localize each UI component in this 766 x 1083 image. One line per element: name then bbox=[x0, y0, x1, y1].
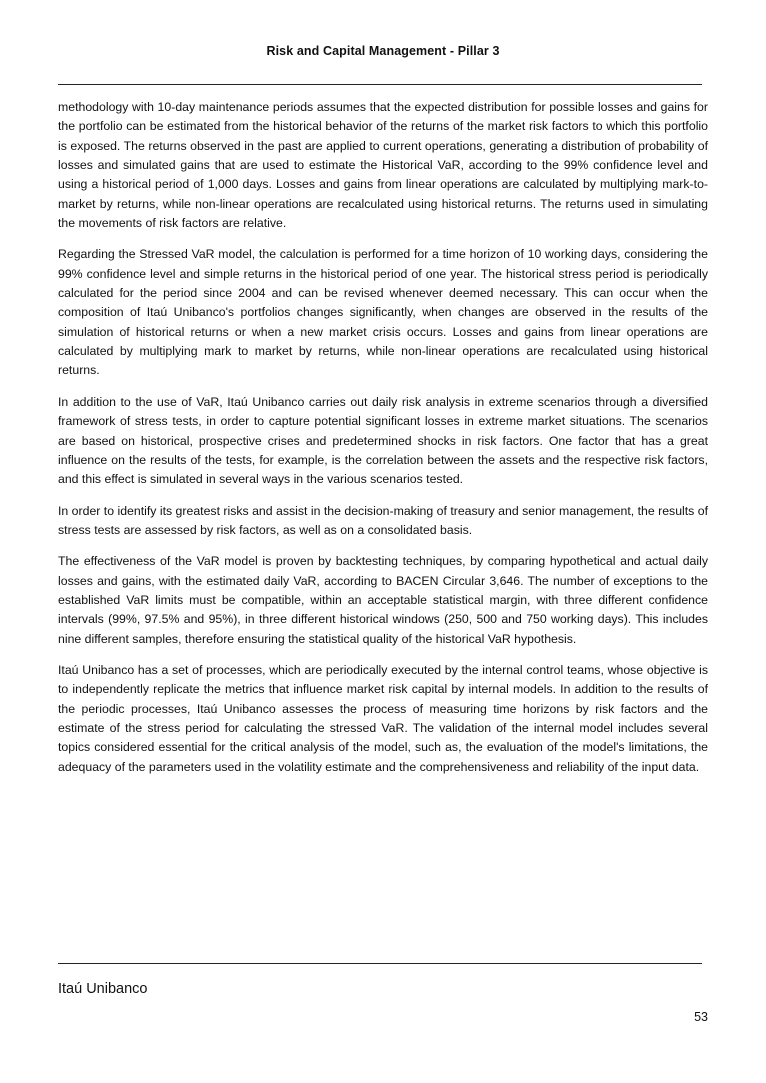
page-number: 53 bbox=[694, 1010, 708, 1024]
page-header-title: Risk and Capital Management - Pillar 3 bbox=[266, 44, 500, 58]
footer-divider bbox=[58, 963, 702, 964]
paragraph-risk-identification: In order to identify its greatest risks and assist in the decision-making of treasury and senior management, the results of stress tests are assessed by risk factors, as well as on a consolidated basis. bbox=[58, 503, 709, 537]
header-divider bbox=[58, 84, 702, 85]
document-body bbox=[58, 98, 708, 789]
paragraph-stress-tests: In addition to the use of VaR, Itaú Unibanco carries out daily risk analysis in extreme scenarios through a diversified framework of stress tests, in order to capture potential significant losses in extreme market situations. The scenarios are based on historical, prospective crises and predetermined shocks in risk factors. One factor that has a great influence on the results of the tests, for example, is the correlation between the assets and the respective risk factors, and this effect is simulated in several ways in the various scenarios tested. bbox=[58, 394, 708, 487]
paragraph-backtesting: The effectiveness of the VaR model is proven by backtesting techniques, by comparing hypothetical and actual daily losses and gains, with the estimated daily VaR, according to BACEN Circular 3,646. The number of exceptions to the established VaR limits must be compatible, within an acceptable statistical margin, with three different confidence intervals (99%, 97.5% and 95%), in three different historical windows (250, 500 and 750 working days). This includes nine different samples, therefore ensuring the statistical quality of the historical VaR hypothesis. bbox=[58, 554, 708, 646]
paragraph-model-validation: Itaú Unibanco has a set of processes, which are periodically executed by the internal control teams, whose objective is to independently replicate the metrics that influence market risk capital by internal models. In addition to the results of the periodic processes, Itaú Unibanco assesses the process of measuring time horizons by risk factors and the estimate of the stress period for calculating the stressed VaR. The validation of the internal model includes several topics considered essential for the critical analysis of the model, such as, the evaluation of the model's limitations, the adequacy of the parameters used in the volatility estimate and the comprehensiveness and reliability of the input data. bbox=[58, 662, 708, 774]
paragraph-historical-var: methodology with 10-day maintenance periods assumes that the expected distribution for possible losses and gains for the portfolio can be estimated from the historical behavior of the returns of the market risk factors to which this portfolio is exposed. The returns observed in the past are applied to current operations, generating a distribution of probability of losses and simulated gains that are used to estimate the Historical VaR, according to the 99% confidence level and using a historical period of 1,000 days. Losses and gains from linear operations are calculated by multiplying mark-to-market by returns, while non-linear operations are recalculated using historical returns. The returns used in simulating the movements of risk factors are relative. bbox=[58, 100, 708, 231]
footer-company-name: Itaú Unibanco bbox=[58, 981, 148, 997]
paragraph-stressed-var: Regarding the Stressed VaR model, the calculation is performed for a time horizon of 10 working days, considering the 99% confidence level and simple returns in the historical period of one year. The historical stress period is periodically calculated for the period since 2004 and can be revised whenever deemed necessary. This can occur when the composition of Itaú Unibanco's portfolios changes significantly, when changes are observed in the results of the simulation of historical returns or when a new market crisis occurs. Losses and gains from linear operations are calculated by multiplying mark to market by returns, while non-linear operations are recalculated using historical returns. bbox=[58, 247, 708, 378]
